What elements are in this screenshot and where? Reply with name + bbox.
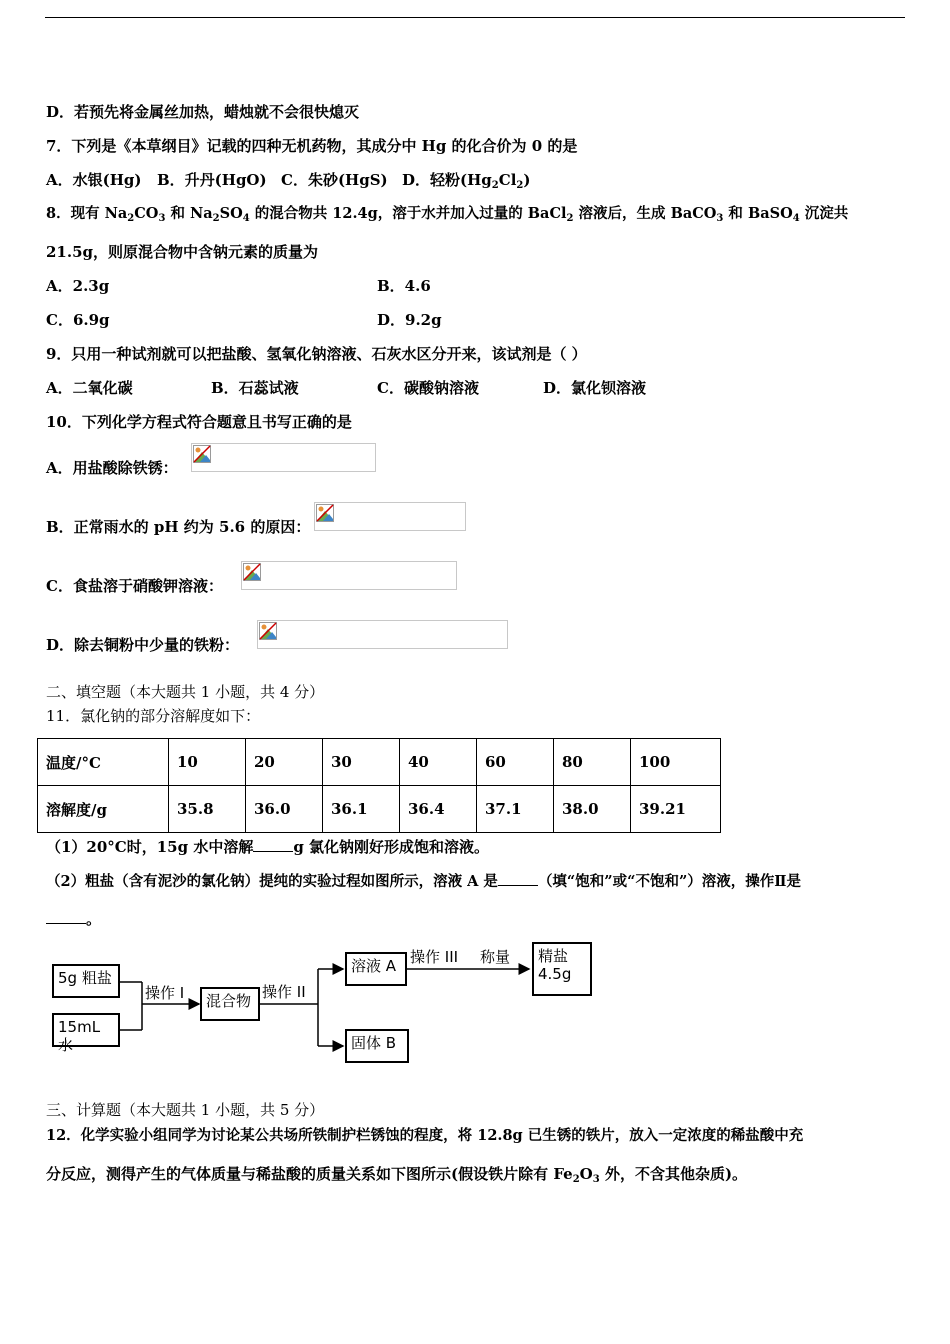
section-3-heading: 三、计算题（本大题共 1 小题，共 5 分） xyxy=(46,1101,325,1119)
q10-option-a: A．用盐酸除铁锈： xyxy=(46,459,178,477)
table-cell: 温度/°C xyxy=(38,739,169,786)
q8-stem-line2: 21.5g，则原混合物中含钠元素的质量为 xyxy=(46,243,319,261)
table-cell: 35.8 xyxy=(169,786,246,833)
table-cell: 80 xyxy=(554,739,631,786)
answer-blank[interactable] xyxy=(498,871,538,886)
answer-blank[interactable] xyxy=(253,837,293,852)
table-cell: 37.1 xyxy=(477,786,554,833)
section-2-heading: 二、填空题（本大题共 1 小题，共 4 分） xyxy=(46,683,325,701)
equation-image-a xyxy=(191,443,376,472)
table-cell: 60 xyxy=(477,739,554,786)
flowchart-arrows xyxy=(50,938,610,1068)
q6-option-d: D．若预先将金属丝加热，蜡烛就不会很快熄灭 xyxy=(46,103,360,121)
q7-option-b: B．升丹(HgO) xyxy=(157,171,267,189)
weigh-label: 称量 xyxy=(480,948,511,966)
q9-option-d: D．氯化钡溶液 xyxy=(543,379,647,397)
table-cell: 20 xyxy=(246,739,323,786)
table-cell: 30 xyxy=(323,739,400,786)
table-cell: 40 xyxy=(400,739,477,786)
answer-blank[interactable] xyxy=(46,909,86,924)
header-rule xyxy=(45,17,905,18)
table-row xyxy=(38,786,721,833)
crude-salt-box: 5g 粗盐 xyxy=(52,964,120,998)
table-cell: 10 xyxy=(169,739,246,786)
solution-a-box: 溶液 A xyxy=(345,952,407,986)
solid-b-box: 固体 B xyxy=(345,1029,409,1063)
q12-stem-line2: 分反应，测得产生的气体质量与稀盐酸的质量关系如下图所示(假设铁片除有 $Fe_2O_3$ 外，不含其他杂质)。 xyxy=(46,1165,748,1185)
q11-part-1: （1）20°C时，15g 水中溶解 g 氯化钠刚好形成饱和溶液。 xyxy=(46,838,490,856)
q7-option-d: D．轻粉$(Hg_2Cl_2)$ xyxy=(402,171,531,191)
q11-part-2: （2）粗盐（含有泥沙的氯化钠）提纯的实验过程如图所示，溶液 A 是 （填“饱和”或“不饱和”）溶液，操作Ⅱ是 xyxy=(46,873,802,890)
fine-salt-mass: 4.5g xyxy=(538,965,572,983)
purification-flowchart xyxy=(50,938,610,1068)
q8-option-c: C．6.9g xyxy=(46,311,110,329)
fine-salt-box xyxy=(532,942,592,996)
q12-stem: 12．化学实验小组同学为讨论某公共场所铁制护栏锈蚀的程度，将 12.8g 已生锈的铁片，放入一定浓度的稀盐酸中充 xyxy=(46,1127,804,1144)
table-cell: 38.0 xyxy=(554,786,631,833)
equation-image-b xyxy=(314,502,466,531)
q9-stem: 9．只用一种试剂就可以把盐酸、氢氧化钠溶液、石灰水区分开来，该试剂是（ ） xyxy=(46,345,587,363)
mixture-box: 混合物 xyxy=(200,987,260,1021)
equation-image-c xyxy=(241,561,457,590)
water-box: 15mL 水 xyxy=(52,1013,120,1047)
fine-salt-label: 精盐 xyxy=(538,947,569,965)
solubility-table xyxy=(37,738,721,833)
table-cell: 39.21 xyxy=(631,786,721,833)
table-row xyxy=(38,739,721,786)
q7-option-c: C．朱砂(HgS) xyxy=(281,171,388,189)
q8-option-a: A．2.3g xyxy=(46,277,110,295)
operation-3-label: 操作 III xyxy=(410,948,459,966)
table-cell: 溶解度/g xyxy=(38,786,169,833)
table-cell: 100 xyxy=(631,739,721,786)
q10-option-b: B．正常雨水的 pH 约为 5.6 的原因： xyxy=(46,518,311,536)
operation-1-label: 操作 I xyxy=(145,984,185,1002)
table-cell: 36.1 xyxy=(323,786,400,833)
q10-option-d: D．除去铜粉中少量的铁粉： xyxy=(46,636,240,654)
q9-option-c: C．碳酸钠溶液 xyxy=(377,379,479,397)
equation-image-d xyxy=(257,620,508,649)
operation-2-label: 操作 II xyxy=(262,983,306,1001)
q8-option-d: D．9.2g xyxy=(377,311,442,329)
q10-option-c: C．食盐溶于硝酸钾溶液： xyxy=(46,577,223,595)
table-cell: 36.0 xyxy=(246,786,323,833)
q9-option-b: B．石蕊试液 xyxy=(211,379,299,397)
q9-option-a: A．二氧化碳 xyxy=(46,379,133,397)
q7-option-a: A．水银(Hg) xyxy=(46,171,142,189)
q7-stem: 7．下列是《本草纲目》记载的四种无机药物，其成分中 Hg 的化合价为 0 的是 xyxy=(46,137,578,155)
broken-image-icon xyxy=(316,504,334,522)
q11-stem: 11．氯化钠的部分溶解度如下： xyxy=(46,707,261,725)
table-cell: 36.4 xyxy=(400,786,477,833)
q10-stem: 10．下列化学方程式符合题意且书写正确的是 xyxy=(46,413,352,431)
q11-part-2-cont: 。 xyxy=(46,909,101,929)
q8-option-b: B．4.6 xyxy=(377,277,431,295)
broken-image-icon xyxy=(259,622,277,640)
q8-stem: 8．现有 $Na_2CO_3$ 和 $Na_2SO_4$ 的混合物共 12.4g，溶于水并加入过量的 BaCl$_2$ 溶液后，生成 BaCO$_3$ 和 BaSO$_4$ 沉淀共 xyxy=(46,205,849,224)
broken-image-icon xyxy=(193,445,211,463)
broken-image-icon xyxy=(243,563,261,581)
